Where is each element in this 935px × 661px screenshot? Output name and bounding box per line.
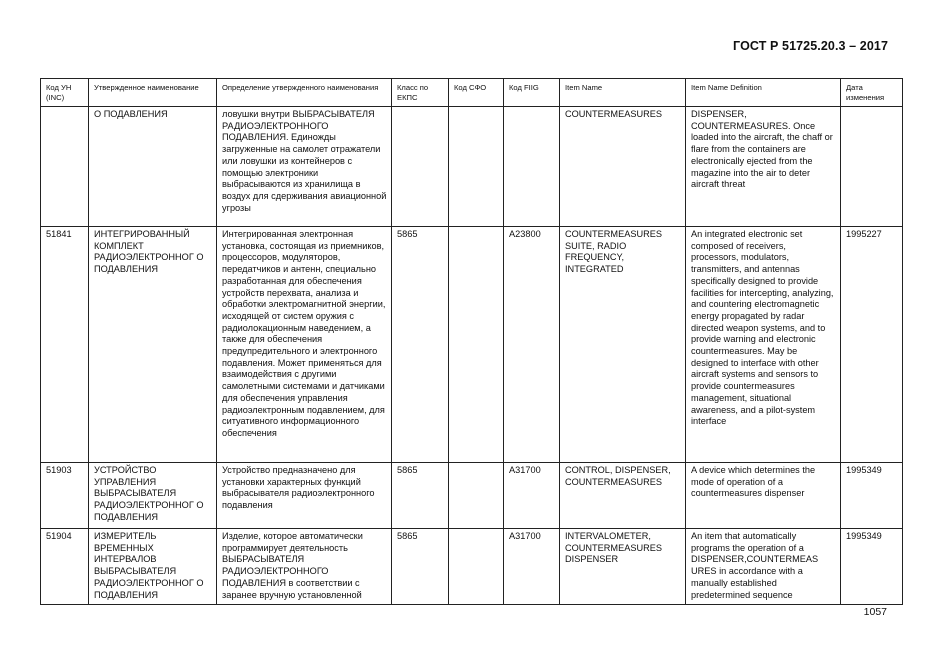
cell-fiig: A31700	[504, 529, 560, 605]
table-row	[41, 227, 903, 463]
col-header-code: Код УН (INC)	[41, 79, 89, 107]
table-row	[41, 463, 903, 529]
cell-code: 51903	[41, 463, 89, 529]
table-row	[41, 529, 903, 605]
page-number: 1057	[863, 606, 887, 618]
cell-name-ru: УСТРОЙСТВО УПРАВЛЕНИЯ ВЫБРАСЫВАТЕЛЯ РАДИОЭЛЕКТРОННОГ О ПОДАВЛЕНИЯ	[89, 463, 217, 529]
cell-name-ru: ИНТЕГРИРОВАННЫЙ КОМПЛЕКТ РАДИОЭЛЕКТРОННОГ О ПОДАВЛЕНИЯ	[89, 227, 217, 463]
cell-sfo	[449, 227, 504, 463]
cell-item-name: CONTROL, DISPENSER, COUNTERMEASURES	[560, 463, 686, 529]
cell-fiig: A31700	[504, 463, 560, 529]
col-header-name-ru: Утвержденное наименование	[89, 79, 217, 107]
cell-fiig: A23800	[504, 227, 560, 463]
cell-definition-en: An item that automatically programs the operation of a DISPENSER,COUNTERMEAS URES in accordance with a manually established predetermined sequence	[686, 529, 841, 605]
cell-code	[41, 107, 89, 227]
document-title: ГОСТ Р 51725.20.3 – 2017	[733, 39, 888, 53]
cell-sfo	[449, 107, 504, 227]
cell-definition-en: An integrated electronic set composed of receivers, processors, modulators, transmitters, and antennas specifically designed to provide facilities for intercepting, analyzing, and countering electromagnetic energy propagated by radar directed weapon systems, and to provide warning and electronic countermeasures. May be designed to interface with other aircraft systems and sensors to provide countermeasures management, situational awareness, and a pilot-system interface	[686, 227, 841, 463]
catalog-table	[40, 78, 903, 605]
col-header-sfo: Код СФО	[449, 79, 504, 107]
cell-sfo	[449, 463, 504, 529]
col-header-definition-en: Item Name Definition	[686, 79, 841, 107]
cell-item-name: COUNTERMEASURES	[560, 107, 686, 227]
cell-sfo	[449, 529, 504, 605]
cell-ekps: 5865	[392, 227, 449, 463]
cell-name-ru: ИЗМЕРИТЕЛЬ ВРЕМЕННЫХ ИНТЕРВАЛОВ ВЫБРАСЫВАТЕЛЯ РАДИОЭЛЕКТРОННОГ О ПОДАВЛЕНИЯ	[89, 529, 217, 605]
cell-item-name: COUNTERMEASURES SUITE, RADIO FREQUENCY, INTEGRATED	[560, 227, 686, 463]
col-header-item-name: Item Name	[560, 79, 686, 107]
cell-ekps: 5865	[392, 463, 449, 529]
cell-name-ru: О ПОДАВЛЕНИЯ	[89, 107, 217, 227]
cell-definition-ru: ловушки внутри ВЫБРАСЫВАТЕЛЯ РАДИОЭЛЕКТРОННОГО ПОДАВЛЕНИЯ. Единожды загруженные на самолет отражатели или ловушки из контейнеров с помощью электроники выбрасываются из хранилища в воздух для сдерживания авиационной угрозы	[217, 107, 392, 227]
cell-date: 1995349	[841, 463, 903, 529]
col-header-date: Дата изменения	[841, 79, 903, 107]
cell-item-name: INTERVALOMETER, COUNTERMEASURES DISPENSER	[560, 529, 686, 605]
cell-ekps: 5865	[392, 529, 449, 605]
cell-definition-ru: Интегрированная электронная установка, состоящая из приемников, процессоров, модуляторов, передатчиков и антенн, специально разработанная для обеспечения устройств перехвата, анализа и обработки электромагнитной энергии, исходящей от систем оружия с радиолокационным наведением, а также для обеспечения предупредительного и электронного подавления. Может применяться для взаимодействия с другими самолетными системами и датчиками для обеспечения управления радиоэлектронным подавлением, для ситуативного информационного обеспечения	[217, 227, 392, 463]
cell-definition-ru: Изделие, которое автоматически программирует деятельность ВЫБРАСЫВАТЕЛЯ РАДИОЭЛЕКТРОННОГО ПОДАВЛЕНИЯ в соответствии с заранее вручную установленной	[217, 529, 392, 605]
cell-code: 51904	[41, 529, 89, 605]
cell-ekps	[392, 107, 449, 227]
cell-definition-en: DISPENSER, COUNTERMEASURES. Once loaded into the aircraft, the chaff or flare from the containers are electronically ejected from the magazine into the air to deter aircraft threat	[686, 107, 841, 227]
cell-date	[841, 107, 903, 227]
cell-date: 1995349	[841, 529, 903, 605]
col-header-definition-ru: Определение утвержденного наименования	[217, 79, 392, 107]
cell-fiig	[504, 107, 560, 227]
table-header-row	[41, 79, 903, 107]
col-header-fiig: Код FIIG	[504, 79, 560, 107]
col-header-ekps: Класс по ЕКПС	[392, 79, 449, 107]
cell-definition-ru: Устройство предназначено для установки характерных функций выбрасывателя радиоэлектронного подавления	[217, 463, 392, 529]
cell-definition-en: A device which determines the mode of operation of a countermeasures dispenser	[686, 463, 841, 529]
table-row	[41, 107, 903, 227]
cell-date: 1995227	[841, 227, 903, 463]
cell-code: 51841	[41, 227, 89, 463]
